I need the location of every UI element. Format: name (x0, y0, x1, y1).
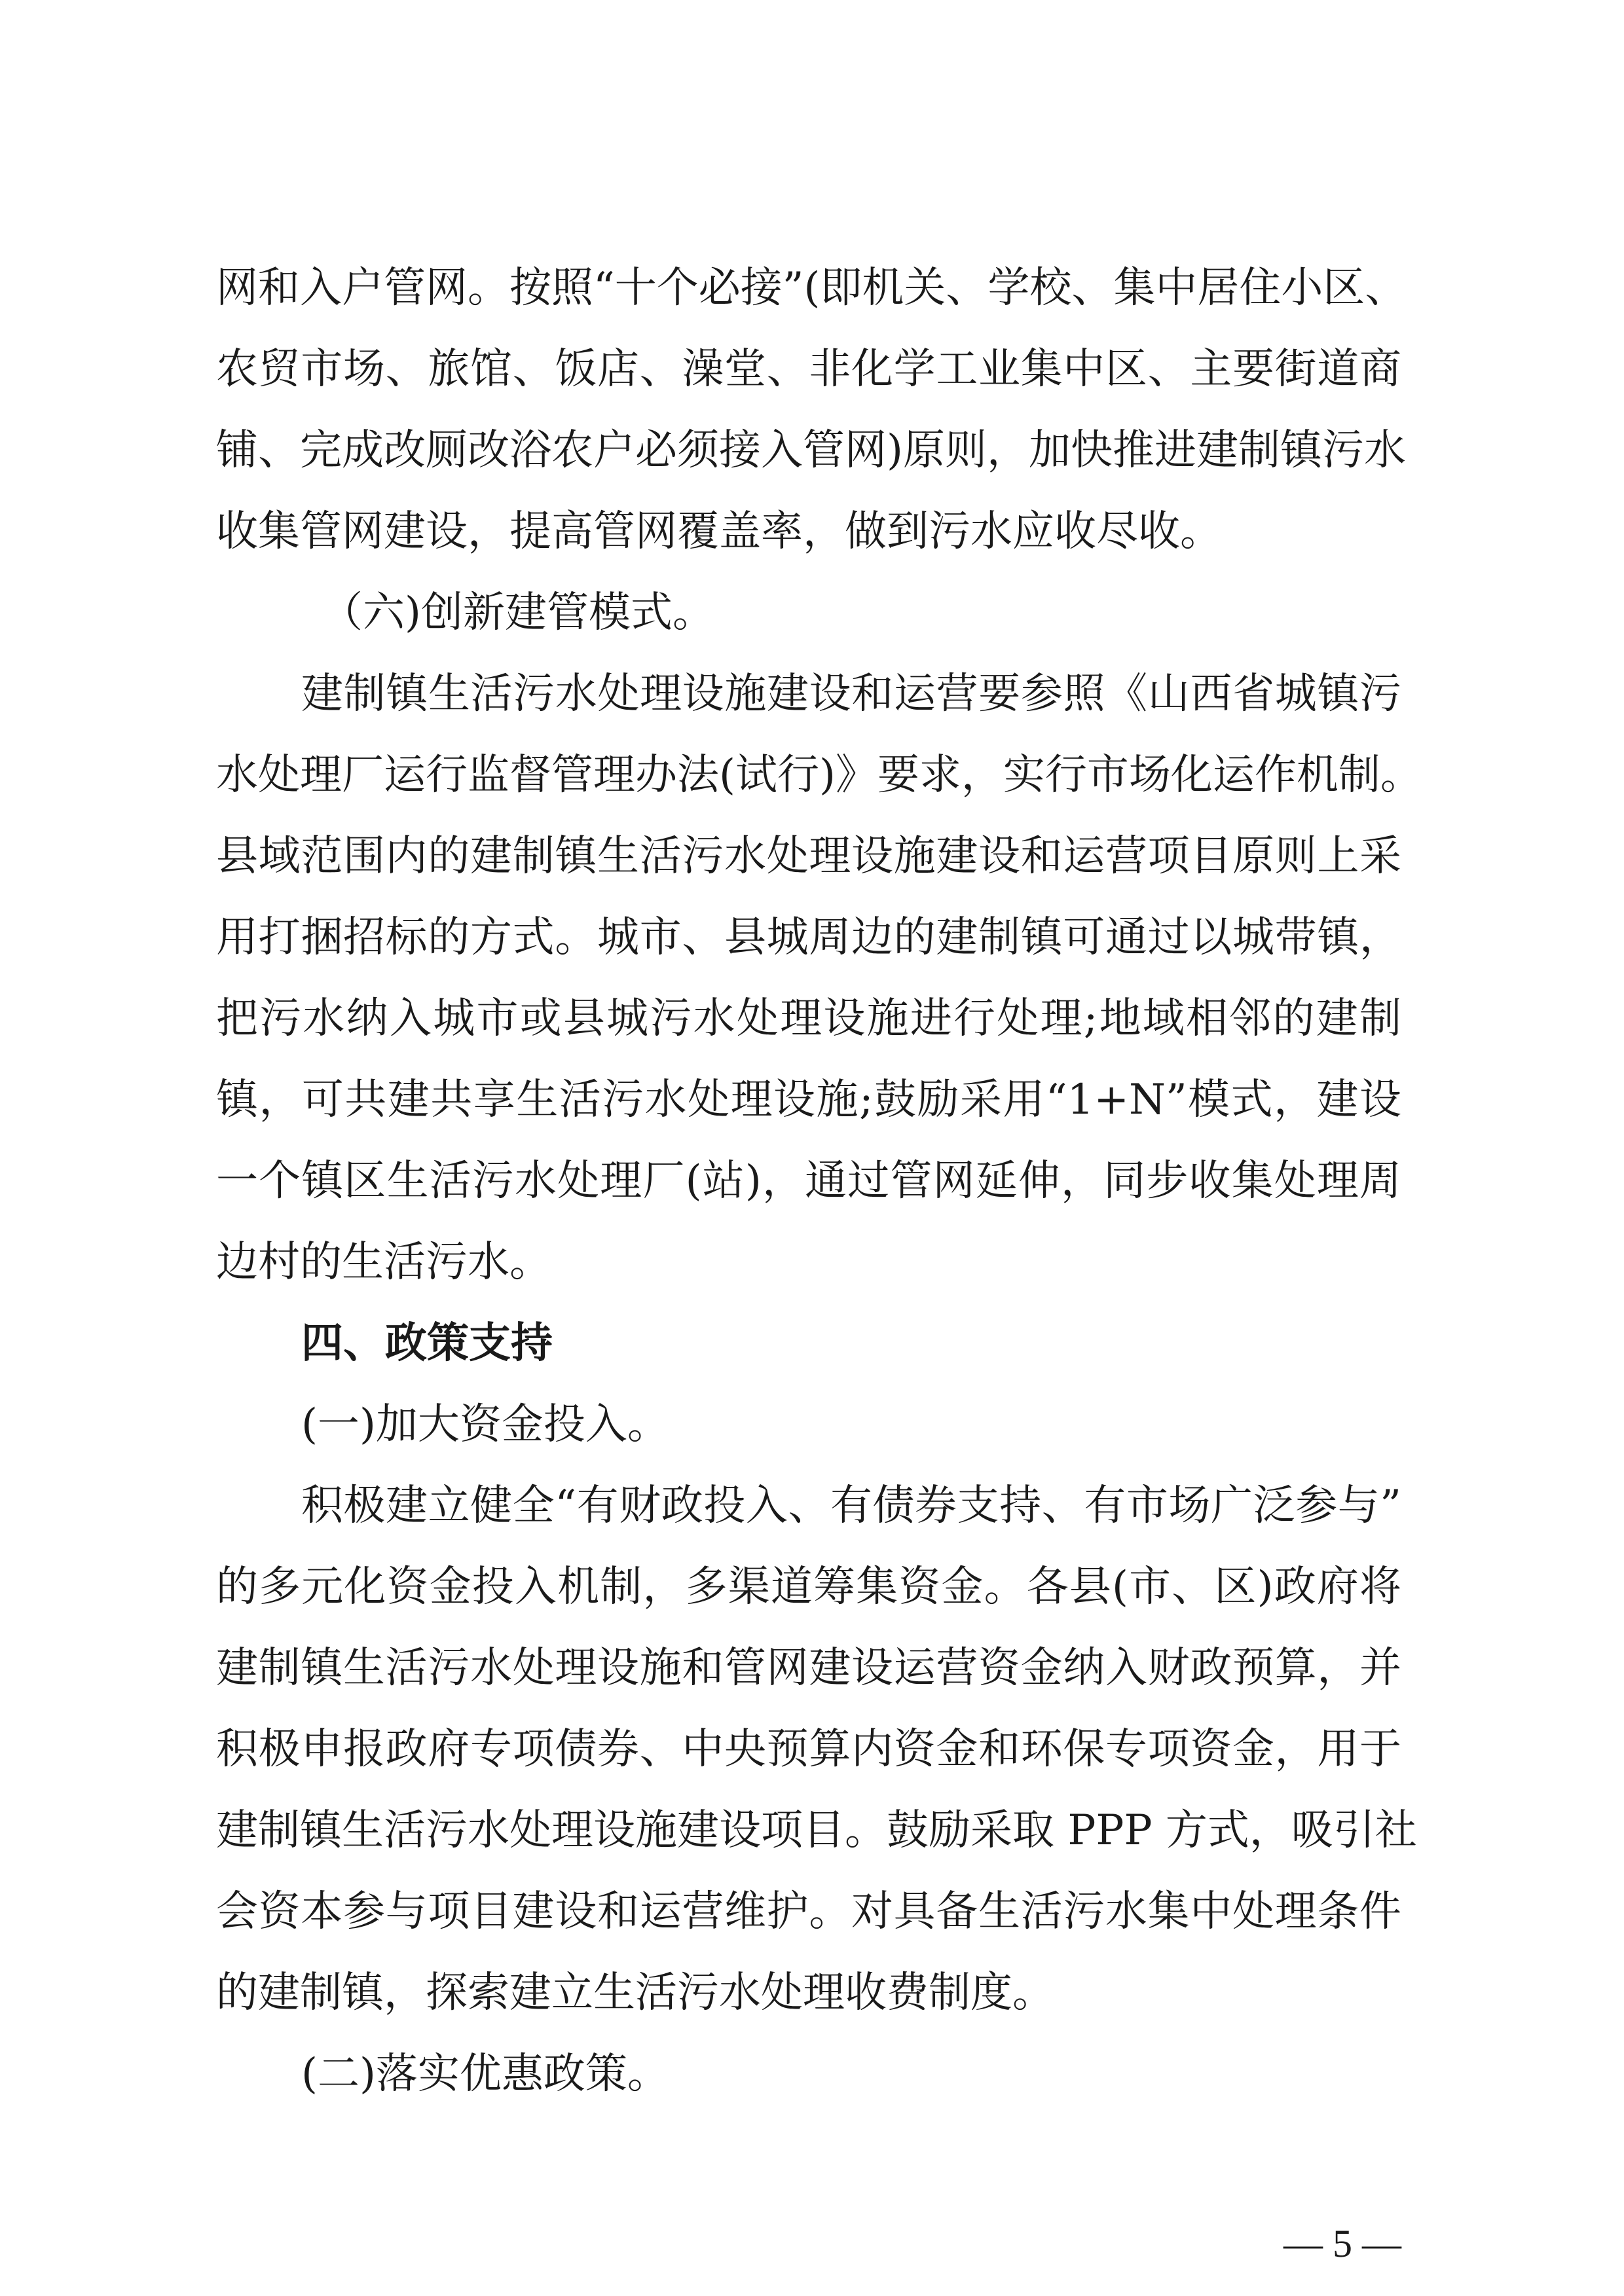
body-text-line: 会资本参与项目建设和运营维护。对具备生活污水集中处理条件 (216, 1887, 1401, 1936)
body-text-line: 积极申报政府专项债券、中央预算内资金和环保专项资金，用于 (216, 1725, 1401, 1774)
subsection-heading: (一)加大资金投入。 (301, 1400, 669, 1449)
section-heading: 四、政策支持 (301, 1319, 553, 1368)
body-text-line: 边村的生活污水。 (216, 1238, 551, 1286)
body-text-line: 建制镇生活污水处理设施和管网建设运营资金纳入财政预算，并 (216, 1644, 1401, 1692)
body-text-line: 网和入户管网。按照“十个必接”(即机关、学校、集中居住小区、 (216, 264, 1407, 312)
body-text-line: 的建制镇，探索建立生活污水处理收费制度。 (216, 1969, 1054, 2017)
body-text-line: 县域范围内的建制镇生活污水处理设施建设和运营项目原则上采 (216, 832, 1401, 881)
body-text-line: 一个镇区生活污水处理厂(站)，通过管网延伸，同步收集处理周 (216, 1157, 1401, 1205)
subsection-heading: (二)落实优惠政策。 (301, 2050, 669, 2098)
body-text-line: 建制镇生活污水处理设施建设项目。鼓励采取 PPP 方式，吸引社 (216, 1806, 1417, 1855)
body-text-line: 水处理厂运行监督管理办法(试行)》要求，实行市场化运作机制。 (216, 751, 1422, 799)
body-text-line: 的多元化资金投入机制，多渠道筹集资金。各县(市、区)政府将 (216, 1563, 1401, 1611)
body-text-line: 用打捆招标的方式。城市、县城周边的建制镇可通过以城带镇， (216, 913, 1401, 962)
page-number: — 5 — (1283, 2222, 1401, 2265)
body-text-line: 把污水纳入城市或县城污水处理设施进行处理;地域相邻的建制 (216, 994, 1401, 1043)
body-text-line: 农贸市场、旅馆、饭店、澡堂、非化学工业集中区、主要街道商 (216, 345, 1401, 393)
body-text-line: 积极建立健全“有财政投入、有债券支持、有市场广泛参与” (301, 1482, 1401, 1530)
body-text-line: 镇，可共建共享生活污水处理设施;鼓励采用“1+N”模式，建设 (216, 1076, 1401, 1124)
body-text-line: 收集管网建设，提高管网覆盖率，做到污水应收尽收。 (216, 507, 1222, 556)
body-text-line: 建制镇生活污水处理设施建设和运营要参照《山西省城镇污 (301, 670, 1401, 718)
subsection-heading: （六)创新建管模式。 (321, 589, 714, 637)
body-text-line: 铺、完成改厕改浴农户必须接入管网)原则，加快推进建制镇污水 (216, 426, 1406, 475)
